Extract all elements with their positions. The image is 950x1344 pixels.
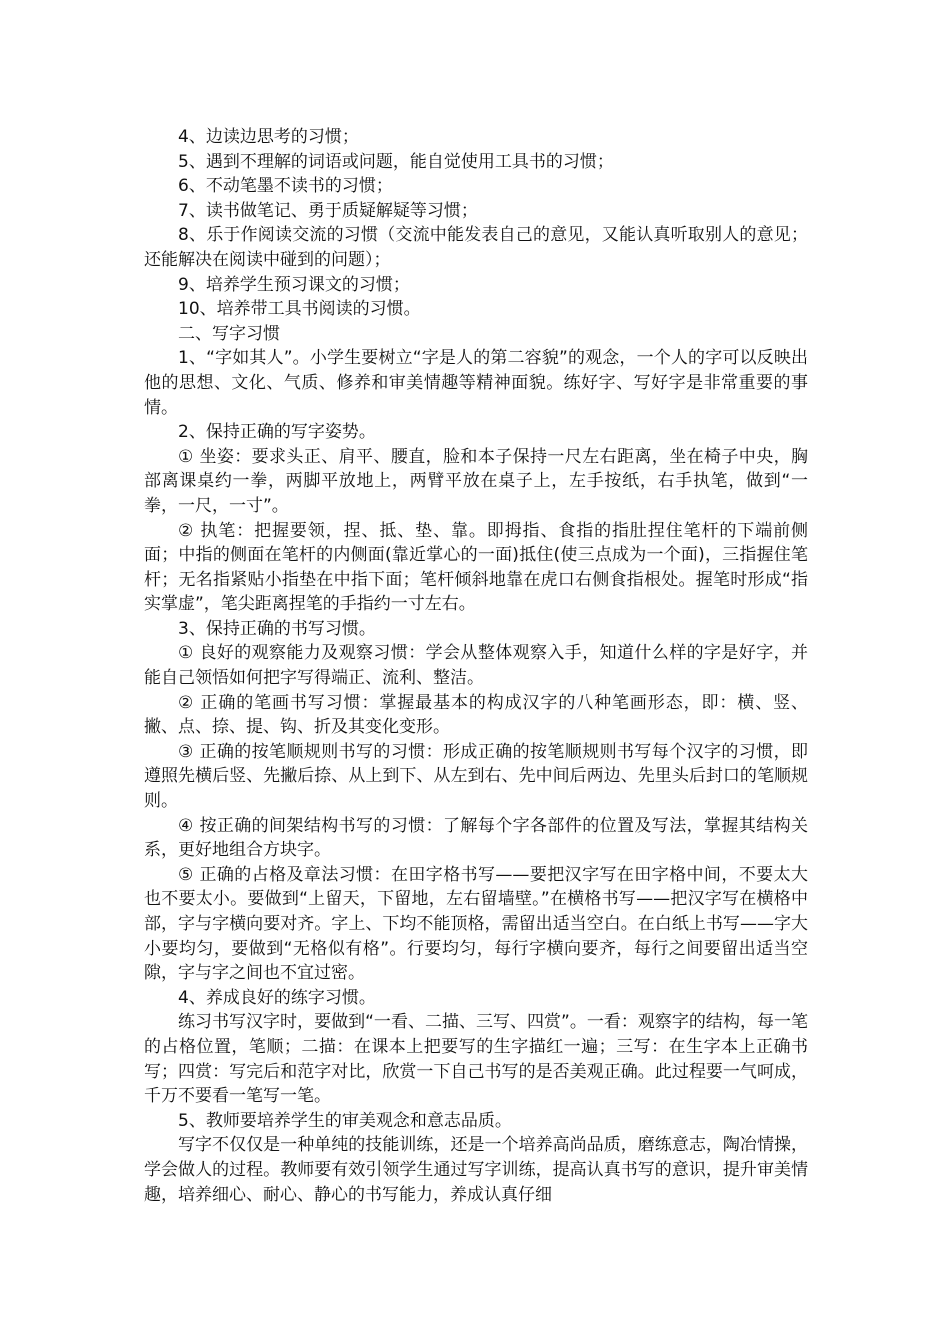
paragraph-reading-habit-5: 5、遇到不理解的词语或问题，能自觉使用工具书的习惯； <box>178 151 614 172</box>
section-heading-writing-habits: 二、写字习惯 <box>178 323 280 344</box>
paragraph-writing-4: 4、养成良好的练字习惯。 <box>178 987 376 1008</box>
paragraph-reading-habit-6: 6、不动笔墨不读书的习惯； <box>178 176 393 197</box>
paragraph-stroke-order: ③ 正确的按笔顺规则书写的习惯：形成正确的按笔顺规则书写每个汉字的习惯，即遵照先横后竖、先撇后捺、从上到下、从左到右、先中间后两边、先里头后封口的笔顺规则。 <box>144 741 808 812</box>
paragraph-sitting-posture: ① 坐姿：要求头正、肩平、腰直，脸和本子保持一尺左右距离，坐在椅子中央，胸部离课桌约一拳，两脚平放地上，两臂平放在桌子上，左手按纸，右手执笔，做到“一拳，一尺，一寸”。 <box>144 446 808 516</box>
paragraph-pen-holding: ② 执笔：把握要领，捏、抵、垫、靠。即拇指、食指的指肚捏住笔杆的下端前侧面；中指的侧面在笔杆的内侧面(靠近掌心的一面)抵住(使三点成为一个面)，三指握住笔杆；无名指紧贴小指垫在中指下面；笔杆倾斜地靠在虎口右侧食指根处。握笔时形成“指实掌虚”，笔尖距离捏笔的手指约一寸左右。 <box>144 520 808 615</box>
paragraph-reading-habit-7: 7、读书做笔记、勇于质疑解疑等习惯； <box>178 200 478 221</box>
paragraph-writing-3: 3、保持正确的书写习惯。 <box>178 618 376 639</box>
paragraph-strokes: ② 正确的笔画书写习惯：掌握最基本的构成汉字的八种笔画形态，即：横、竖、撇、点、捺、提、钩、折及其变化变形。 <box>144 692 808 738</box>
paragraph-reading-habit-9: 9、培养学生预习课文的习惯； <box>178 274 410 295</box>
paragraph-writing-5: 5、教师要培养学生的审美观念和意志品质。 <box>178 1110 512 1131</box>
paragraph-writing-2: 2、保持正确的写字姿势。 <box>178 422 376 443</box>
paragraph-observation: ① 良好的观察能力及观察习惯：学会从整体观察入手，知道什么样的字是好字，并能自己领悟如何把字写得端正、流利、整洁。 <box>144 643 808 689</box>
paragraph-aesthetics: 写字不仅仅是一种单纯的技能训练，还是一个培养高尚品质，磨练意志，陶冶情操，学会做人的过程。教师要有效引领学生通过写字训练，提高认真书写的意识，提升审美情趣，培养细心、耐心、静心的书写能力，养成认真仔细 <box>144 1135 808 1205</box>
document-body <box>144 125 808 1207</box>
paragraph-grid-layout: ⑤ 正确的占格及章法习惯：在田字格书写——要把汉字写在田字格中间，不要太大也不要太小。要做到“上留天，下留地，左右留墙壁。”在横格书写——把汉字写在横格中部，字与字横向要对齐。字上、下均不能顶格，需留出适当空白。在白纸上书写——字大小要均匀，要做到“无格似有格”。行要均匀，每行字横向要齐，每行之间要留出适当空隙，字与字之间也不宜过密。 <box>144 864 808 984</box>
paragraph-writing-1: 1、“字如其人”。小学生要树立“字是人的第二容貌”的观念，一个人的字可以反映出他的思想、文化、气质、修养和审美情趣等精神面貌。练好字、写好字是非常重要的事情。 <box>144 348 808 418</box>
paragraph-reading-habit-4: 4、边读边思考的习惯； <box>178 127 359 147</box>
paragraph-practice-method: 练习书写汉字时，要做到“一看、二描、三写、四赏”。一看：观察字的结构，每一笔的占格位置，笔顺；二描：在课本上把要写的生字描红一遍；三写：在生字本上正确书写；四赏：写完后和范字对比，欣赏一下自己书写的是否美观正确。此过程要一气呵成，千万不要看一笔写一笔。 <box>144 1012 808 1107</box>
paragraph-reading-habit-10: 10、培养带工具书阅读的习惯。 <box>178 299 421 320</box>
paragraph-structure: ④ 按正确的间架结构书写的习惯：了解每个字各部件的位置及写法，掌握其结构关系，更好地组合方块字。 <box>144 815 808 861</box>
paragraph-reading-habit-8: 8、乐于作阅读交流的习惯（交流中能发表自己的意见，又能认真听取别人的意见；还能解决在阅读中碰到的问题）； <box>144 225 808 270</box>
